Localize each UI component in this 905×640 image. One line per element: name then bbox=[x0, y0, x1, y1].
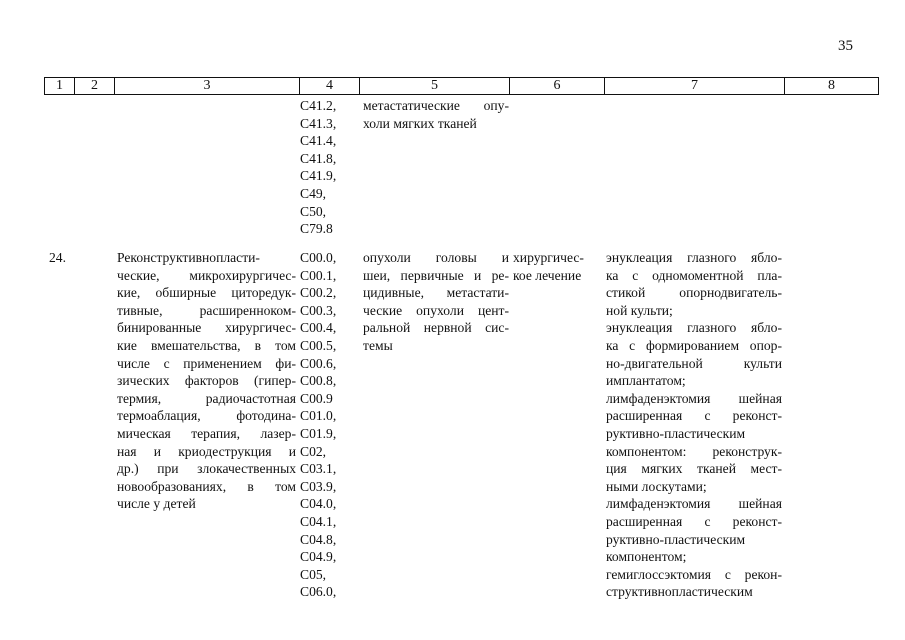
text-line: ными лоскутами; bbox=[606, 478, 707, 494]
icd-code: C05, bbox=[300, 566, 327, 582]
icd-code: C79.8 bbox=[300, 221, 333, 237]
icd-code: C04.0, bbox=[300, 496, 337, 512]
text-line: опухоли головы и bbox=[363, 250, 509, 265]
header-cell: 6 bbox=[510, 78, 605, 95]
text-line: имплантатом; bbox=[606, 373, 686, 389]
icd-code: C41.2, bbox=[300, 98, 337, 113]
icd-code: C50, bbox=[300, 203, 327, 219]
disease-description bbox=[363, 249, 509, 355]
text-line: др.) при злокачественных bbox=[117, 461, 296, 477]
intervention-name bbox=[117, 249, 296, 513]
icd-code: C04.1, bbox=[300, 513, 337, 529]
icd-code: C00.5, bbox=[300, 337, 337, 353]
text-line: но-двигательной культи bbox=[606, 355, 782, 371]
page-number: 35 bbox=[838, 38, 853, 54]
text-line: кие вмешательства, в том bbox=[117, 337, 296, 353]
text-line: Реконструктивнопласти- bbox=[117, 250, 260, 265]
text-line: ка с формированием опор- bbox=[606, 337, 782, 353]
text-line: кие, обширные циторедук- bbox=[117, 285, 296, 301]
text-line: темы bbox=[363, 337, 393, 353]
icd-code: C00.8, bbox=[300, 373, 337, 389]
icd-codes bbox=[300, 249, 336, 601]
text-line: энуклеация глазного ябло- bbox=[606, 250, 782, 265]
text-line: ральной нервной сис- bbox=[363, 320, 509, 336]
text-line: руктивно-пластическим bbox=[606, 531, 746, 547]
text-line: холи мягких тканей bbox=[363, 115, 477, 131]
text-line: компонентом: реконструк- bbox=[606, 443, 782, 459]
icd-code: C41.3, bbox=[300, 115, 337, 131]
text-line: лимфаденэктомия шейная bbox=[606, 390, 782, 406]
treatment-type bbox=[513, 249, 599, 284]
text-line: расширенная с реконст- bbox=[606, 408, 782, 424]
icd-code: C01.9, bbox=[300, 425, 337, 441]
header-cell: 4 bbox=[300, 78, 360, 95]
text-line: структивнопластическим bbox=[606, 584, 753, 600]
text-line: термоаблация, фотодина- bbox=[117, 408, 296, 424]
icd-code: C03.1, bbox=[300, 461, 337, 477]
text-line: тивные, расширенноком- bbox=[117, 302, 296, 318]
icd-code: C49, bbox=[300, 185, 327, 201]
icd-code: C41.9, bbox=[300, 168, 337, 184]
icd-code: C00.1, bbox=[300, 267, 337, 283]
icd-code: C04.8, bbox=[300, 531, 337, 547]
icd-code: C03.9, bbox=[300, 478, 337, 494]
text-line: ная и криодеструкция и bbox=[117, 443, 296, 459]
icd-code: C00.6, bbox=[300, 355, 337, 371]
text-line: метастатические опу- bbox=[363, 98, 509, 113]
column-number-header bbox=[44, 77, 879, 95]
text-line: хирургичес- bbox=[513, 250, 584, 265]
text-line: ной культи; bbox=[606, 302, 673, 318]
text-line: ка с одномоментной пла- bbox=[606, 267, 782, 283]
icd-code: C00.2, bbox=[300, 285, 337, 301]
header-cell: 8 bbox=[785, 78, 879, 95]
text-line: бинированные хирургичес- bbox=[117, 320, 296, 336]
icd-code: C00.0, bbox=[300, 250, 337, 265]
icd-code: C04.9, bbox=[300, 549, 337, 565]
text-line: числе у детей bbox=[117, 496, 196, 512]
text-line: ция мягких тканей мест- bbox=[606, 461, 782, 477]
text-line: шеи, первичные и ре- bbox=[363, 267, 509, 283]
continued-icd-codes bbox=[300, 97, 336, 238]
header-cell: 2 bbox=[75, 78, 115, 95]
text-line: новообразованиях, в том bbox=[117, 478, 296, 494]
continued-description bbox=[363, 97, 509, 132]
text-line: стикой опорнодвигатель- bbox=[606, 285, 782, 301]
row-number: 24. bbox=[49, 250, 66, 265]
text-line: компонентом; bbox=[606, 549, 687, 565]
icd-code: C00.4, bbox=[300, 320, 337, 336]
icd-code: C41.4, bbox=[300, 133, 337, 149]
text-line: расширенная с реконст- bbox=[606, 513, 782, 529]
text-line: кое лечение bbox=[513, 267, 582, 283]
icd-code: C41.8, bbox=[300, 150, 337, 166]
header-cell: 5 bbox=[360, 78, 510, 95]
icd-code: C00.3, bbox=[300, 302, 337, 318]
header-cell: 3 bbox=[115, 78, 300, 95]
icd-code: C01.0, bbox=[300, 408, 337, 424]
header-cell: 1 bbox=[45, 78, 75, 95]
text-line: лимфаденэктомия шейная bbox=[606, 496, 782, 512]
icd-code: C06.0, bbox=[300, 584, 337, 600]
text-line: руктивно-пластическим bbox=[606, 425, 746, 441]
icd-code: C02, bbox=[300, 443, 327, 459]
header-cell: 7 bbox=[605, 78, 785, 95]
treatment-methods bbox=[606, 249, 782, 601]
text-line: энуклеация глазного ябло- bbox=[606, 320, 782, 336]
text-line: термия, радиочастотная bbox=[117, 390, 296, 406]
text-line: зических факторов (гипер- bbox=[117, 373, 296, 389]
text-line: цидивные, метастати- bbox=[363, 285, 509, 301]
text-line: числе с применением фи- bbox=[117, 355, 296, 371]
text-line: ческие, микрохирургичес- bbox=[117, 267, 296, 283]
icd-code: C00.9 bbox=[300, 390, 333, 406]
text-line: мическая терапия, лазер- bbox=[117, 425, 296, 441]
text-line: гемиглоссэктомия с рекон- bbox=[606, 566, 782, 582]
text-line: ческие опухоли цент- bbox=[363, 302, 509, 318]
